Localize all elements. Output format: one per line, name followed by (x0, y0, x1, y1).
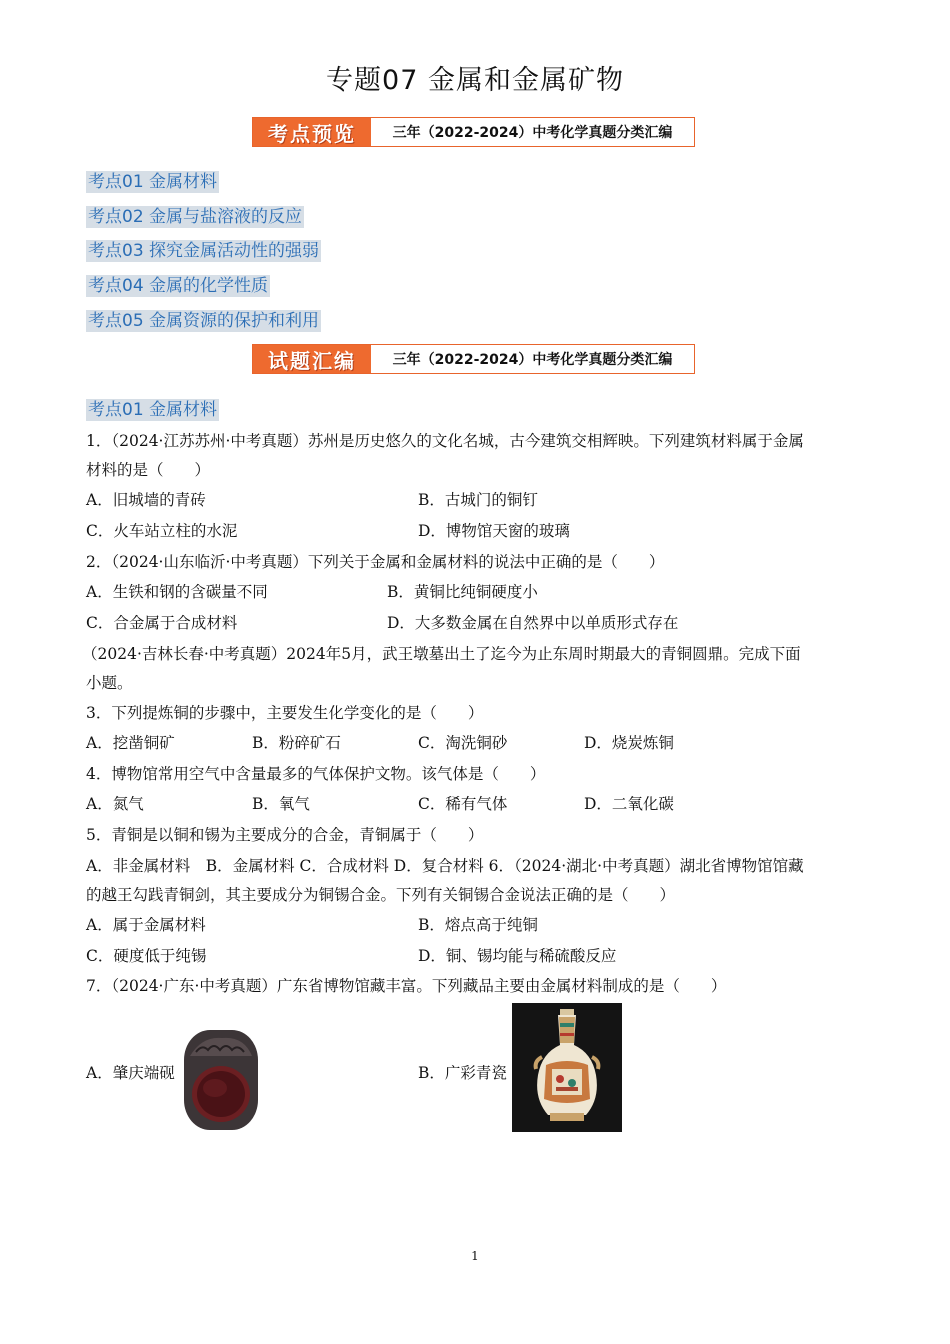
page-title: 专题07 金属和金属矿物 (326, 65, 624, 96)
option-a: A．生铁和钢的含碳量不同 (86, 583, 268, 601)
toc-item-3[interactable]: 考点03 探究金属活动性的强弱 (88, 241, 320, 261)
question-1-stem: 1．（2024·江苏苏州·中考真题）苏州是历史悠久的文化名城，古今建筑交相辉映。下列建筑材料属于金属 (86, 432, 804, 450)
option-b: B．氧气 (252, 795, 310, 813)
banner-tag: 考点预览 (253, 118, 371, 146)
option-b: B．熔点高于纯铜 (418, 916, 538, 934)
page-number: 1 (471, 1249, 479, 1263)
question-7-stem: 7．（2024·广东·中考真题）广东省博物馆藏丰富。下列藏品主要由金属材料制成的是（ ） (86, 977, 727, 995)
option-b: B．黄铜比纯铜硬度小 (387, 583, 538, 601)
section-heading: 考点01 金属材料 (88, 400, 218, 420)
option-b: B．古城门的铜钉 (418, 491, 538, 509)
question-5-stem: 5．青铜是以铜和锡为主要成分的合金，青铜属于（ ） (86, 826, 484, 844)
question-2-stem: 2．（2024·山东临沂·中考真题）下列关于金属和金属材料的说法中正确的是（ ） (86, 553, 665, 571)
option-c: C．硬度低于纯锡 (86, 947, 207, 965)
option-d: D．二氧化碳 (584, 795, 674, 813)
preview-banner (252, 117, 695, 147)
banner-subtitle: 三年（2022-2024）中考化学真题分类汇编 (392, 125, 673, 141)
option-a: A．挖凿铜矿 (86, 734, 175, 752)
option-c: C．稀有气体 (418, 795, 508, 813)
inkstone-image (182, 1026, 260, 1132)
option-a: A．属于金属材料 (86, 916, 206, 934)
passage-intro: （2024·吉林长春·中考真题）2024年5月，武王墩墓出土了迄今为止东周时期最大的青铜圆鼎。完成下面 (82, 645, 801, 663)
banner-subtitle: 三年（2022-2024）中考化学真题分类汇编 (392, 352, 673, 368)
toc-item-1[interactable]: 考点01 金属材料 (88, 172, 218, 192)
option-a: A．氮气 (86, 795, 144, 813)
option-c: C．淘洗铜砂 (418, 734, 508, 752)
option-b: B．广彩青瓷 (418, 1064, 507, 1082)
questions-banner (252, 344, 695, 374)
toc-item-5[interactable]: 考点05 金属资源的保护和利用 (88, 311, 320, 331)
option-a: A．旧城墙的青砖 (86, 491, 206, 509)
option-b: B．粉碎矿石 (252, 734, 341, 752)
passage-intro-cont: 小题。 (86, 674, 133, 692)
vase-image (512, 1003, 622, 1132)
toc-item-4[interactable]: 考点04 金属的化学性质 (88, 276, 269, 296)
option-d: D．铜、锡均能与稀硫酸反应 (418, 947, 617, 965)
question-1-stem-cont: 材料的是（ ） (86, 461, 211, 479)
option-d: D．博物馆天窗的玻璃 (418, 522, 570, 540)
option-c: C．合金属于合成材料 (86, 614, 238, 632)
option-d: D．大多数金属在自然界中以单质形式存在 (387, 614, 679, 632)
option-d: D．烧炭炼铜 (584, 734, 674, 752)
banner-tag: 试题汇编 (253, 345, 371, 373)
option-c: C．火车站立柱的水泥 (86, 522, 238, 540)
question-3-stem: 3．下列提炼铜的步骤中，主要发生化学变化的是（ ） (86, 704, 484, 722)
toc-item-2[interactable]: 考点02 金属与盐溶液的反应 (88, 207, 303, 227)
question-5-options: A．非金属材料 B．金属材料 C．合成材料 D．复合材料 6．（2024·湖北·中考真题）湖北省博物馆馆藏 (86, 857, 804, 875)
question-4-stem: 4．博物馆常用空气中含量最多的气体保护文物。该气体是（ ） (86, 765, 546, 783)
question-6-stem-cont: 的越王勾践青铜剑，其主要成分为铜锡合金。下列有关铜锡合金说法正确的是（ ） (86, 886, 676, 904)
option-a: A．肇庆端砚 (86, 1064, 175, 1082)
